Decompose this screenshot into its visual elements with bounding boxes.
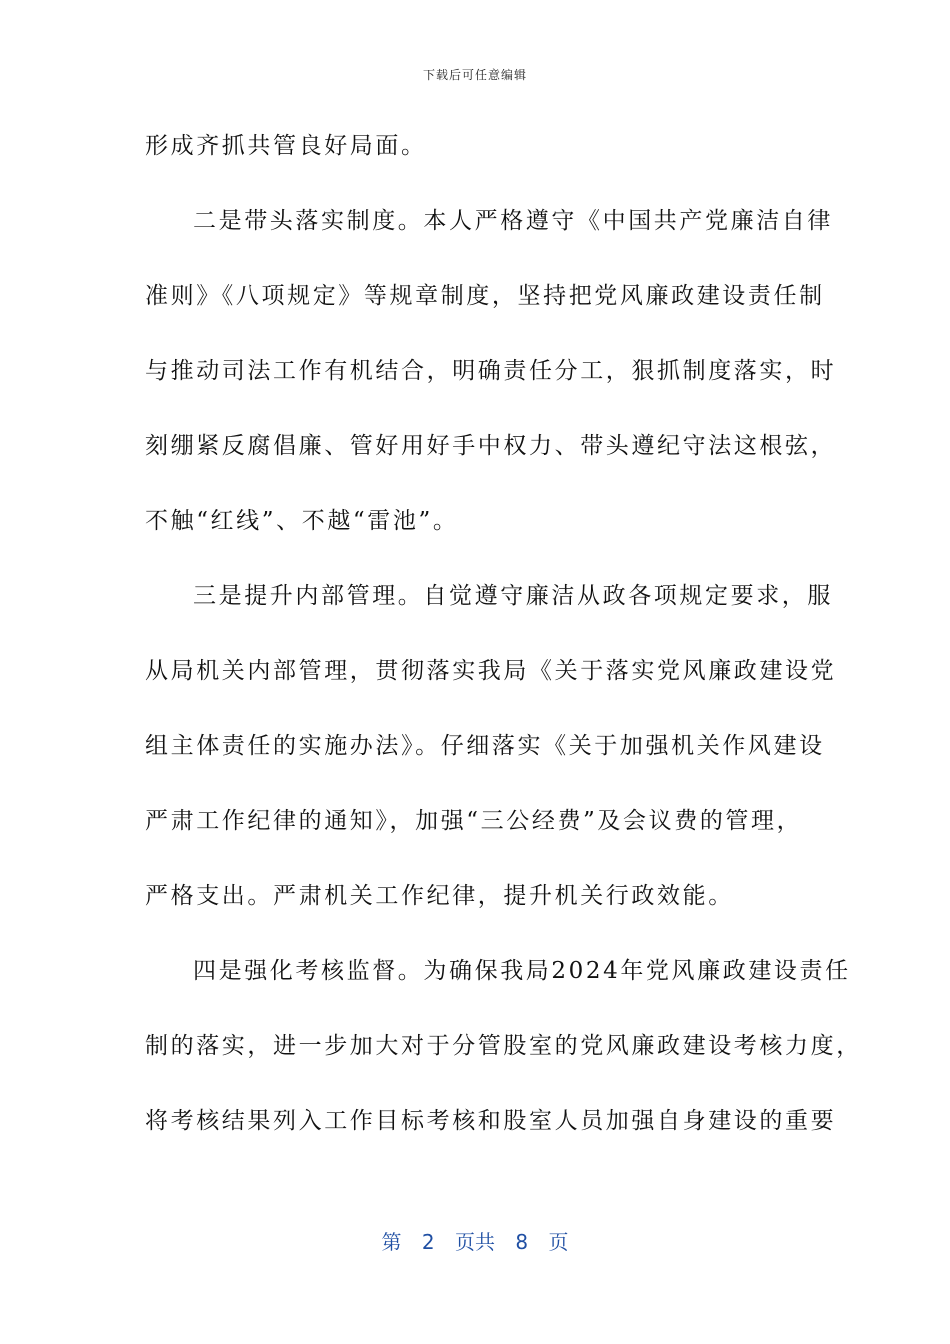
- text-line: 组主体责任的实施办法》。仔细落实《关于加强机关作风建设: [145, 733, 825, 759]
- text-line: 不触“红线”、不越“雷池”。: [145, 508, 459, 534]
- footer-total-pages: 8: [515, 1230, 529, 1254]
- page-header: 下载后可任意编辑: [422, 68, 527, 82]
- footer-middle: 页共: [455, 1230, 495, 1254]
- text-line: 与推动司法工作有机结合，明确责任分工，狠抓制度落实，时: [145, 358, 837, 384]
- page-footer: [0, 1226, 950, 1255]
- text-line: 四是强化考核监督。为确保我局2024年党风廉政建设责任: [193, 958, 851, 984]
- text-line: 准则》《八项规定》等规章制度，坚持把党风廉政建设责任制: [145, 283, 825, 309]
- text-line: 将考核结果列入工作目标考核和股室人员加强自身建设的重要: [145, 1108, 837, 1134]
- footer-suffix: 页: [548, 1230, 569, 1254]
- text-line: 二是带头落实制度。本人严格遵守《中国共产党廉洁自律: [193, 208, 833, 234]
- text-line: 严格支出。严肃机关工作纪律，提升机关行政效能。: [145, 883, 734, 909]
- text-line: 从局机关内部管理，贯彻落实我局《关于落实党风廉政建设党: [145, 658, 837, 684]
- document-body: [145, 126, 862, 1176]
- text-line: 形成齐抓共管良好局面。: [145, 133, 427, 159]
- text-line: 严肃工作纪律的通知》，加强“三公经费”及会议费的管理，: [145, 808, 803, 834]
- footer-prefix: 第: [381, 1230, 402, 1254]
- text-line: 制的落实，进一步加大对于分管股室的党风廉政建设考核力度，: [145, 1033, 862, 1059]
- text-line: 三是提升内部管理。自觉遵守廉洁从政各项规定要求，服: [193, 583, 833, 609]
- footer-page-number: 2: [421, 1230, 435, 1254]
- text-line: 刻绷紧反腐倡廉、管好用好手中权力、带头遵纪守法这根弦，: [145, 433, 837, 459]
